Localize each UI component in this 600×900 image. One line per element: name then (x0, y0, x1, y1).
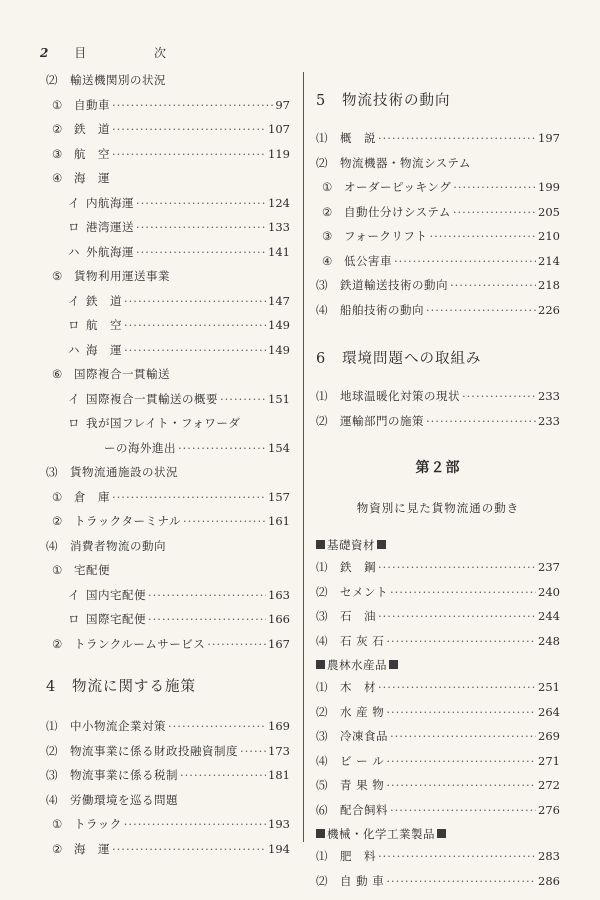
entry-leader-dots (136, 215, 266, 240)
chapter-heading (316, 84, 560, 118)
entry-title: 消費者物流の動向 (70, 538, 166, 553)
toc-entry[interactable] (316, 700, 560, 725)
entry-page-number: 269 (538, 729, 560, 743)
entry-marker: ⑶ (46, 465, 58, 479)
toc-entry[interactable] (316, 773, 560, 798)
entry-marker: ② (52, 122, 63, 136)
part-subtitle: 物資別に見た貨物流通の動き (356, 501, 520, 515)
entry-marker: ⑵ (46, 73, 58, 87)
entry-marker: ⑴ (316, 849, 328, 863)
entry-marker: ハ (68, 244, 80, 259)
category-square-icon (316, 540, 325, 549)
entry-leader-dots (112, 142, 266, 167)
entry-title: 物流機器・物流システム (340, 155, 471, 170)
spacer (316, 483, 560, 493)
page-number: 2 (40, 46, 49, 60)
toc-entry[interactable] (46, 142, 290, 167)
toc-entry[interactable] (316, 298, 560, 323)
toc-entry[interactable] (46, 509, 290, 534)
entry-title: 自 動 車 (340, 873, 385, 888)
toc-entry[interactable] (316, 749, 560, 774)
category-heading (316, 533, 560, 555)
entry-title: 冷凍食品 (340, 729, 388, 743)
toc-entry[interactable] (316, 869, 560, 894)
category-square-icon (316, 829, 325, 838)
entry-page-number: 237 (538, 560, 560, 574)
toc-entry[interactable] (316, 844, 560, 869)
toc-entry[interactable] (316, 151, 560, 176)
entry-title: 国内宅配便 (86, 587, 146, 602)
entry-leader-dots (462, 384, 536, 409)
chapter-number: 6 (316, 351, 327, 367)
entry-marker: イ (68, 195, 80, 210)
entry-title: 鉄 鋼 (340, 560, 376, 574)
toc-entry[interactable] (46, 93, 290, 118)
entry-marker: ⑴ (316, 131, 328, 145)
entry-page-number: 197 (538, 131, 560, 145)
entry-title: 低公害車 (344, 253, 392, 268)
toc-entry[interactable] (316, 126, 560, 151)
entry-marker: ⑷ (316, 302, 328, 317)
entry-leader-dots (207, 632, 266, 657)
entry-page-number: 248 (538, 633, 560, 648)
entry-page-number: 264 (538, 704, 560, 719)
entry-marker: ② (322, 204, 333, 219)
entry-title: 海 運 (74, 171, 110, 185)
entry-leader-dots (124, 338, 266, 363)
toc-entry[interactable] (46, 436, 290, 461)
entry-marker: ハ (68, 342, 80, 357)
toc-entry[interactable] (46, 240, 290, 265)
entry-leader-dots (183, 509, 266, 534)
entry-title: 国際複合一貫輸送の概要 (86, 391, 218, 406)
entry-marker: ① (52, 563, 63, 577)
entry-page-number: 276 (538, 802, 560, 817)
entry-leader-dots (148, 607, 266, 632)
entry-leader-dots (378, 844, 536, 869)
entry-marker: ⑷ (316, 753, 328, 768)
category-square-icon (389, 660, 398, 669)
entry-page-number: 218 (538, 278, 560, 292)
entry-title: ーの海外進出 (104, 440, 176, 455)
spacer (46, 704, 290, 714)
category-square-icon (377, 540, 386, 549)
entry-marker: ⑶ (316, 729, 328, 743)
entry-leader-dots (112, 485, 266, 510)
entry-leader-dots (112, 117, 266, 142)
entry-title: 肥 料 (340, 849, 376, 863)
entry-title: 鉄道輸送技術の動向 (340, 278, 448, 292)
entry-marker: ② (52, 841, 63, 856)
entry-page-number: 283 (538, 849, 560, 863)
entry-title: 木 材 (340, 680, 376, 694)
category-label: 農林水産品 (327, 657, 387, 672)
entry-marker: ① (52, 489, 63, 504)
toc-entry[interactable] (46, 714, 290, 739)
entry-page-number: 286 (538, 873, 560, 888)
entry-title: 青 果 物 (340, 778, 385, 792)
entry-page-number: 141 (268, 244, 290, 259)
entry-marker: ③ (322, 229, 333, 243)
toc-entry[interactable] (46, 215, 290, 240)
entry-page-number: 210 (538, 229, 560, 243)
entry-title: 概 説 (340, 131, 376, 145)
entry-marker: ④ (322, 253, 333, 268)
toc-entry[interactable] (46, 558, 290, 583)
entry-title: 貨物流通施設の状況 (70, 465, 178, 479)
chapter-number: 5 (316, 93, 327, 109)
entry-title: ビ ー ル (340, 753, 385, 768)
entry-leader-dots (136, 240, 266, 265)
toc-entry[interactable] (316, 724, 560, 749)
toc-right-column (316, 76, 560, 893)
entry-page-number: 119 (268, 146, 290, 161)
entry-marker: イ (68, 587, 80, 602)
chapter-heading (316, 342, 560, 376)
entry-title: 倉 庫 (74, 489, 110, 504)
entry-page-number: 271 (538, 753, 560, 768)
entry-page-number: 233 (538, 413, 560, 428)
entry-page-number: 199 (538, 180, 560, 194)
entry-marker: ロ (68, 318, 80, 332)
entry-marker: ⑤ (52, 269, 63, 283)
entry-leader-dots (453, 200, 536, 225)
entry-title: 配合飼料 (340, 802, 388, 817)
entry-page-number: 97 (275, 97, 290, 112)
entry-title: 我が国フレイト・フォワーダ (86, 416, 241, 430)
toc-entry[interactable] (46, 387, 290, 412)
entry-leader-dots (429, 224, 536, 249)
category-heading (316, 653, 560, 675)
category-square-icon (437, 829, 446, 838)
entry-page-number: 147 (268, 293, 290, 308)
entry-title: 自動仕分けシステム (344, 204, 451, 219)
toc-entry[interactable] (46, 534, 290, 559)
entry-marker: ⑴ (46, 719, 58, 733)
entry-page-number: 251 (538, 680, 560, 694)
entry-marker: ⑵ (316, 413, 328, 428)
entry-marker: ① (52, 817, 63, 831)
entry-marker: ⑴ (316, 560, 328, 574)
entry-marker: ⑹ (316, 802, 328, 817)
page-header (40, 44, 166, 61)
toc-entry[interactable] (46, 166, 290, 191)
toc-entry[interactable] (316, 384, 560, 409)
entry-page-number: 124 (268, 195, 290, 210)
entry-title: 国際複合一貫輸送 (74, 367, 170, 381)
entry-title: 貨物利用運送事業 (74, 269, 170, 283)
entry-title: 自動車 (74, 97, 110, 112)
toc-entry[interactable] (46, 632, 290, 657)
entry-leader-dots (168, 714, 266, 739)
toc-entry[interactable] (46, 607, 290, 632)
toc-entry[interactable] (316, 409, 560, 434)
entry-page-number: 161 (268, 514, 290, 528)
entry-leader-dots (390, 798, 536, 823)
header-title-2: 次 (154, 46, 167, 60)
toc-entry[interactable] (316, 175, 560, 200)
entry-title: トラックターミナル (74, 514, 181, 528)
entry-leader-dots (378, 604, 536, 629)
entry-marker: ⑶ (316, 278, 328, 292)
entry-leader-dots (112, 93, 273, 118)
entry-leader-dots (220, 387, 266, 412)
entry-leader-dots (136, 191, 266, 216)
toc-entry[interactable] (316, 224, 560, 249)
entry-title: オーダーピッキング (344, 180, 452, 194)
toc-entry[interactable] (46, 485, 290, 510)
entry-page-number: 167 (268, 636, 290, 651)
entry-marker: ⑵ (316, 584, 328, 599)
entry-leader-dots (386, 629, 536, 654)
chapter-title: 物流に関する施策 (72, 679, 196, 695)
entry-leader-dots (124, 812, 266, 837)
entry-leader-dots (426, 409, 536, 434)
entry-page-number: 205 (538, 204, 560, 219)
entry-page-number: 133 (268, 220, 290, 234)
entry-title: 港湾運送 (86, 220, 134, 234)
entry-leader-dots (378, 126, 536, 151)
entry-title: 運輸部門の施策 (340, 413, 424, 428)
entry-leader-dots (124, 313, 266, 338)
column-divider (303, 72, 304, 842)
part-heading: 第２部 (415, 460, 461, 476)
toc-entry[interactable] (46, 338, 290, 363)
entry-leader-dots (178, 436, 266, 461)
toc-entry[interactable] (46, 837, 290, 862)
entry-marker: ⑥ (52, 367, 63, 381)
toc-entry[interactable] (316, 273, 560, 298)
entry-title: 船舶技術の動向 (340, 302, 424, 317)
chapter-number: 4 (46, 679, 57, 695)
entry-leader-dots (386, 700, 536, 725)
entry-page-number: 181 (268, 768, 290, 782)
entry-title: 労働環境を巡る問題 (70, 792, 178, 807)
entry-marker: ⑵ (316, 704, 328, 719)
spacer (316, 76, 560, 84)
toc-left-column (46, 68, 290, 861)
toc-entry[interactable] (46, 289, 290, 314)
entry-title: 海 運 (86, 342, 122, 357)
entry-marker: ① (52, 97, 63, 112)
entry-page-number: 244 (538, 609, 560, 623)
entry-leader-dots (450, 273, 536, 298)
entry-marker: ⑵ (46, 743, 58, 758)
spacer (316, 376, 560, 384)
entry-title: 地球温暖化対策の現状 (340, 389, 460, 403)
entry-leader-dots (386, 869, 536, 894)
header-title-1: 目 (74, 46, 87, 60)
entry-page-number: 149 (268, 318, 290, 332)
entry-marker: ② (52, 636, 63, 651)
entry-title: 航 空 (86, 318, 122, 332)
entry-marker: ⑴ (316, 389, 328, 403)
category-heading (316, 822, 560, 844)
toc-entry[interactable] (46, 264, 290, 289)
entry-marker: ⑶ (316, 609, 328, 623)
toc-entry[interactable] (316, 200, 560, 225)
entry-page-number: 149 (268, 342, 290, 357)
entry-leader-dots (112, 837, 266, 862)
entry-marker: ⑷ (316, 633, 328, 648)
entry-title: 中小物流企業対策 (70, 719, 166, 733)
entry-page-number: 166 (268, 612, 290, 626)
spacer (46, 656, 290, 670)
toc-entry[interactable] (46, 117, 290, 142)
entry-page-number: 151 (268, 391, 290, 406)
entry-title: 水 産 物 (340, 704, 385, 719)
toc-entry[interactable] (316, 604, 560, 629)
entry-marker: ⑷ (46, 538, 58, 553)
entry-page-number: 272 (538, 778, 560, 792)
entry-page-number: 163 (268, 587, 290, 602)
entry-title: 物流事業に係る税制 (70, 768, 178, 782)
toc-entry[interactable] (316, 580, 560, 605)
entry-leader-dots (394, 249, 536, 274)
entry-title: セメント (340, 584, 388, 599)
entry-title: 物流事業に係る財政投融資制度 (70, 743, 238, 758)
entry-marker: ⑷ (46, 792, 58, 807)
toc-entry[interactable] (316, 555, 560, 580)
entry-leader-dots (240, 739, 266, 764)
entry-page-number: 193 (268, 817, 290, 831)
entry-leader-dots (386, 773, 536, 798)
entry-marker: ⑴ (316, 680, 328, 694)
entry-title: 輸送機関別の状況 (70, 73, 166, 87)
entry-page-number: 157 (268, 489, 290, 504)
entry-page-number: 107 (268, 122, 290, 136)
chapter-title: 環境問題への取組み (342, 351, 482, 367)
toc-entry[interactable] (316, 249, 560, 274)
entry-page-number: 154 (268, 440, 290, 455)
entry-marker: ⑵ (316, 155, 328, 170)
toc-entry[interactable] (46, 583, 290, 608)
entry-title: 宅配便 (74, 563, 110, 577)
entry-page-number: 194 (268, 841, 290, 856)
toc-entry[interactable] (46, 191, 290, 216)
toc-entry[interactable] (46, 788, 290, 813)
category-square-icon (316, 660, 325, 669)
entry-page-number: 169 (268, 719, 290, 733)
entry-leader-dots (148, 583, 266, 608)
spacer (316, 322, 560, 342)
toc-entry[interactable] (46, 812, 290, 837)
entry-leader-dots (390, 580, 536, 605)
toc-entry[interactable] (316, 675, 560, 700)
entry-leader-dots (378, 675, 536, 700)
chapter-heading (46, 670, 290, 704)
entry-title: フォークリフト (344, 229, 428, 243)
toc-entry[interactable] (316, 629, 560, 654)
spacer (316, 433, 560, 453)
entry-marker: ⑶ (46, 768, 58, 782)
entry-page-number: 226 (538, 302, 560, 317)
entry-leader-dots (180, 763, 266, 788)
entry-title: 内航海運 (86, 195, 134, 210)
entry-marker: ロ (68, 220, 80, 234)
entry-marker: ③ (52, 146, 63, 161)
spacer (316, 118, 560, 126)
entry-leader-dots (386, 749, 536, 774)
entry-marker: ① (322, 180, 333, 194)
entry-leader-dots (378, 555, 536, 580)
category-label: 機械・化学工業製品 (327, 826, 435, 841)
entry-title: トラック (74, 817, 122, 831)
entry-page-number: 173 (268, 743, 290, 758)
toc-entry[interactable] (46, 362, 290, 387)
entry-page-number: 214 (538, 253, 560, 268)
entry-title: 石 油 (340, 609, 376, 623)
toc-entry[interactable] (46, 460, 290, 485)
entry-title: 航 空 (74, 146, 110, 161)
entry-title: 鉄 道 (86, 293, 122, 308)
entry-marker: ④ (52, 171, 63, 185)
entry-leader-dots (390, 724, 536, 749)
entry-title: 国際宅配便 (86, 612, 146, 626)
spacer (316, 523, 560, 533)
chapter-title: 物流技術の動向 (342, 93, 451, 109)
entry-marker: ロ (68, 416, 80, 430)
toc-entry[interactable] (316, 798, 560, 823)
toc-entry[interactable] (46, 68, 290, 93)
entry-page-number: 240 (538, 584, 560, 599)
toc-entry[interactable] (46, 313, 290, 338)
entry-marker: ⑸ (316, 778, 328, 792)
entry-leader-dots (124, 289, 266, 314)
toc-entry[interactable] (46, 411, 290, 436)
entry-marker: イ (68, 391, 80, 406)
entry-marker: ② (52, 514, 63, 528)
toc-entry[interactable] (46, 763, 290, 788)
entry-title: 海 運 (74, 841, 110, 856)
entry-title: 鉄 道 (74, 122, 110, 136)
entry-title: 外航海運 (86, 244, 134, 259)
category-label: 基礎資材 (327, 537, 375, 552)
entry-marker: ロ (68, 612, 80, 626)
entry-marker: イ (68, 293, 80, 308)
entry-title: トランクルームサービス (74, 636, 206, 651)
entry-page-number: 233 (538, 389, 560, 403)
entry-leader-dots (453, 175, 536, 200)
entry-marker: ⑵ (316, 873, 328, 888)
entry-leader-dots (426, 298, 536, 323)
entry-title: 石 灰 石 (340, 633, 385, 648)
toc-entry[interactable] (46, 739, 290, 764)
